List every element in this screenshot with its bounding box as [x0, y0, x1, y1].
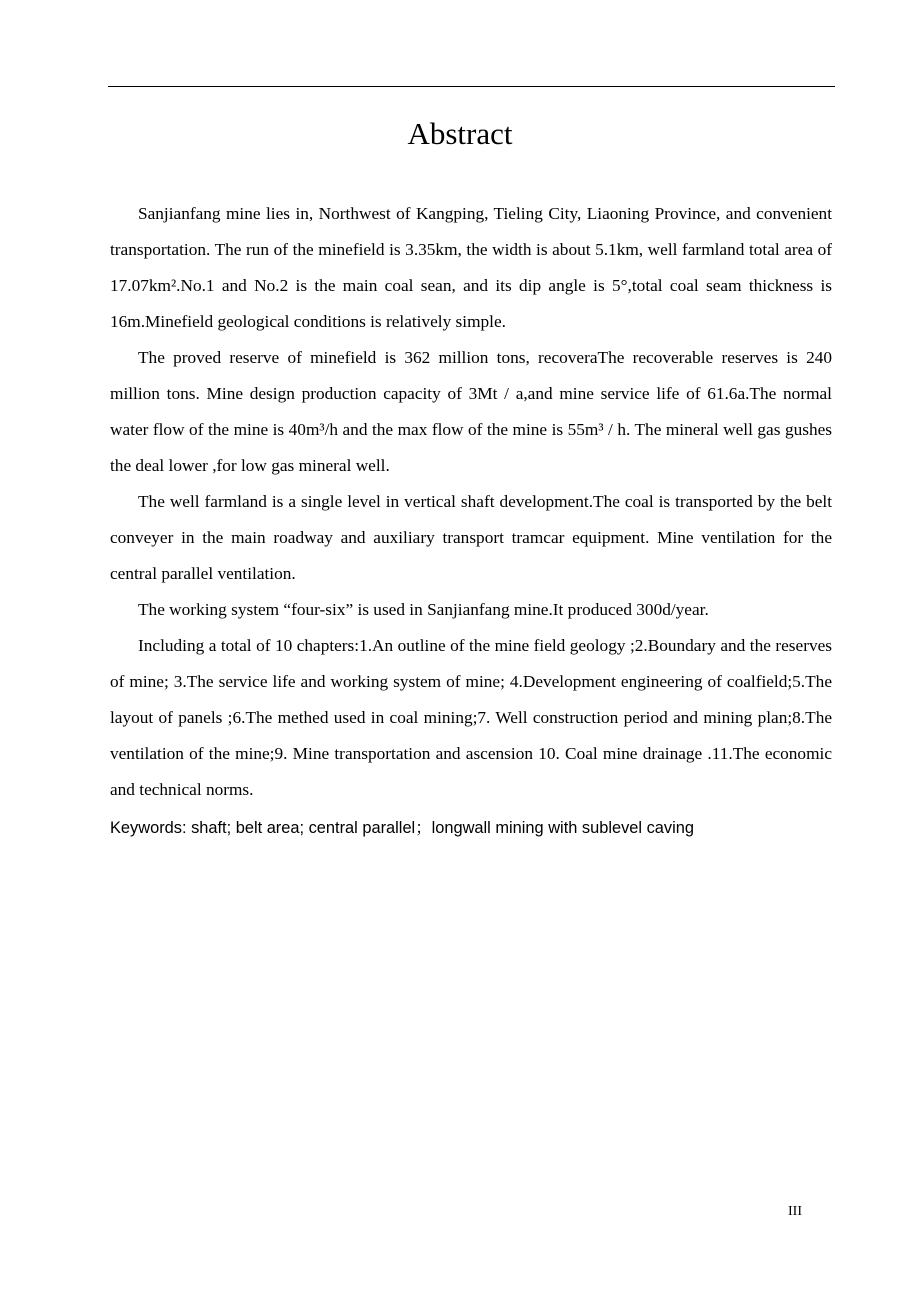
abstract-body [110, 196, 832, 844]
abstract-paragraph-working-system: The working system “four-six” is used in Sanjianfang mine.It produced 300d/year. [138, 600, 709, 619]
abstract-paragraph-reserves: The proved reserve of minefield is 362 million tons, recoveraThe recoverable reserves is 240 million tons. Mine design production capacity of 3Mt / a,and mine service life of 61.6a.The normal water flow of the mine is 40m³/h and the max flow of the mine is 55m³ / h. The mineral well gas gushes the deal lower ,for low gas mineral well. [110, 348, 832, 475]
abstract-paragraph-location: Sanjianfang mine lies in, Northwest of Kangping, Tieling City, Liaoning Province, and convenient transportation. The run of the minefield is 3.35km, the width is about 5.1km, well farmland total area of 17.07km².No.1 and No.2 is the main coal sean, and its dip angle is 5°,total coal seam thickness is 16m.Minefield geological conditions is relatively simple. [110, 204, 832, 331]
keywords: Keywords: shaft; belt area; central parallel；longwall mining with sublevel caving [110, 819, 694, 837]
page-title: Abstract [407, 116, 513, 151]
header-rule [108, 86, 835, 87]
abstract-paragraph-chapters: Including a total of 10 chapters:1.An outline of the mine field geology ;2.Boundary and the reserves of mine; 3.The service life and working system of mine; 4.Development engineering of coalfield;5.The layout of panels ;6.The methed used in coal mining;7. Well construction period and mining plan;8.The ventilation of the mine;9. Mine transportation and ascension 10. Coal mine drainage .11.The economic and technical norms. [110, 636, 832, 799]
page-number: III [788, 1204, 802, 1219]
abstract-paragraph-development: The well farmland is a single level in vertical shaft development.The coal is transported by the belt conveyer in the main roadway and auxiliary transport tramcar equipment. Mine ventilation for the central parallel ventilation. [110, 492, 832, 583]
